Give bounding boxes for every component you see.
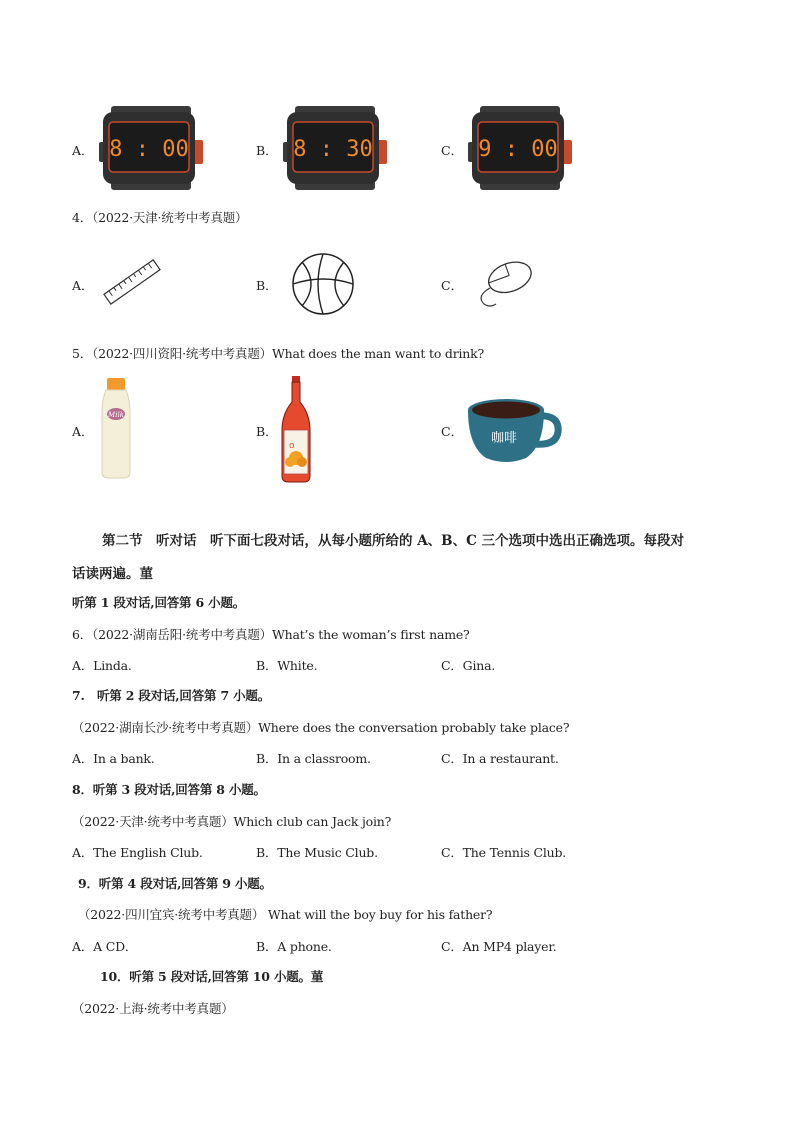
q6-option-b: B．White. xyxy=(256,658,318,673)
q10-intro: 10．听第 5 段对话,回答第 10 小题。菫 xyxy=(100,969,324,984)
q8-stem: （2022·天津·统考中考真题）Which club can Jack join? xyxy=(72,814,392,829)
q9-option-c: C．An MP4 player. xyxy=(441,939,557,954)
svg-text:o: o xyxy=(289,441,295,451)
q5-option-b-label: B． xyxy=(256,424,278,439)
q6-intro: 听第 1 段对话,回答第 6 小题。 xyxy=(72,595,246,610)
q6-stem: 6．（2022·湖南岳阳·统考中考真题）What’s the woman’s first name? xyxy=(72,627,470,642)
watch-a-image xyxy=(97,106,209,190)
watch-b-image xyxy=(281,106,393,190)
q7-stem: （2022·湖南长沙·统考中考真题）Where does the conversation probably take place? xyxy=(72,720,570,735)
q8-option-b: B．The Music Club. xyxy=(256,845,378,860)
q7-option-c: C．In a restaurant. xyxy=(441,751,559,766)
q7-option-a: A．In a bank. xyxy=(72,751,155,766)
q10-stem: （2022·上海·统考中考真题） xyxy=(72,1001,234,1016)
section-2-heading-line1: 第二节 听对话 听下面七段对话，从每小题所给的 A、B、C 三个选项中选出正确选项。每段对 xyxy=(102,533,685,549)
q9-option-b: B．A phone. xyxy=(256,939,332,954)
q4-option-a-label: A． xyxy=(72,278,94,293)
section-2-heading-line2: 话读两遍。菫 xyxy=(72,566,153,582)
option-b-label: B． xyxy=(256,143,278,158)
milk-bottle-image xyxy=(96,376,136,480)
ruler-image xyxy=(100,256,164,308)
watch-a-time: 8 : 00 xyxy=(109,137,189,162)
q7-intro: 7. 听第 2 段对话,回答第 7 小题。 xyxy=(72,688,271,703)
coffee-cup-text: 咖啡 xyxy=(490,431,518,446)
q4-option-b-label: B． xyxy=(256,278,278,293)
option-c-label: C． xyxy=(441,143,464,158)
q9-stem: （2022·四川宜宾·统考中考真题） What will the boy buy for his father? xyxy=(78,907,493,922)
q8-option-c: C．The Tennis Club. xyxy=(441,845,567,860)
q6-option-a: A．Linda. xyxy=(72,658,132,673)
q7-option-b: B．In a classroom. xyxy=(256,751,371,766)
q4-stem: 4．（2022·天津·统考中考真题） xyxy=(72,210,248,225)
q5-option-c-label: C． xyxy=(441,424,464,439)
q4-option-c-label: C． xyxy=(441,278,464,293)
q5-stem: 5．（2022·四川资阳·统考中考真题）What does the man want to drink? xyxy=(72,346,485,361)
watch-b-time: 8 : 30 xyxy=(293,137,373,162)
q9-intro: 9．听第 4 段对话,回答第 9 小题。 xyxy=(78,876,272,891)
orange-juice-bottle-image xyxy=(278,374,314,484)
option-a-label: A． xyxy=(72,143,94,158)
watch-c-time: 9 : 00 xyxy=(478,137,558,162)
q6-option-c: C．Gina. xyxy=(441,658,496,673)
watch-c-image xyxy=(466,106,578,190)
q8-option-a: A．The English Club. xyxy=(72,845,203,860)
q9-option-a: A．A CD． xyxy=(72,939,138,954)
computer-mouse-image xyxy=(472,258,536,310)
basketball-image xyxy=(290,252,356,316)
q5-option-a-label: A． xyxy=(72,424,94,439)
coffee-cup-image xyxy=(464,394,562,464)
q8-intro: 8．听第 3 段对话,回答第 8 小题。 xyxy=(72,782,266,797)
milk-bottle-text: Milk xyxy=(108,411,124,419)
